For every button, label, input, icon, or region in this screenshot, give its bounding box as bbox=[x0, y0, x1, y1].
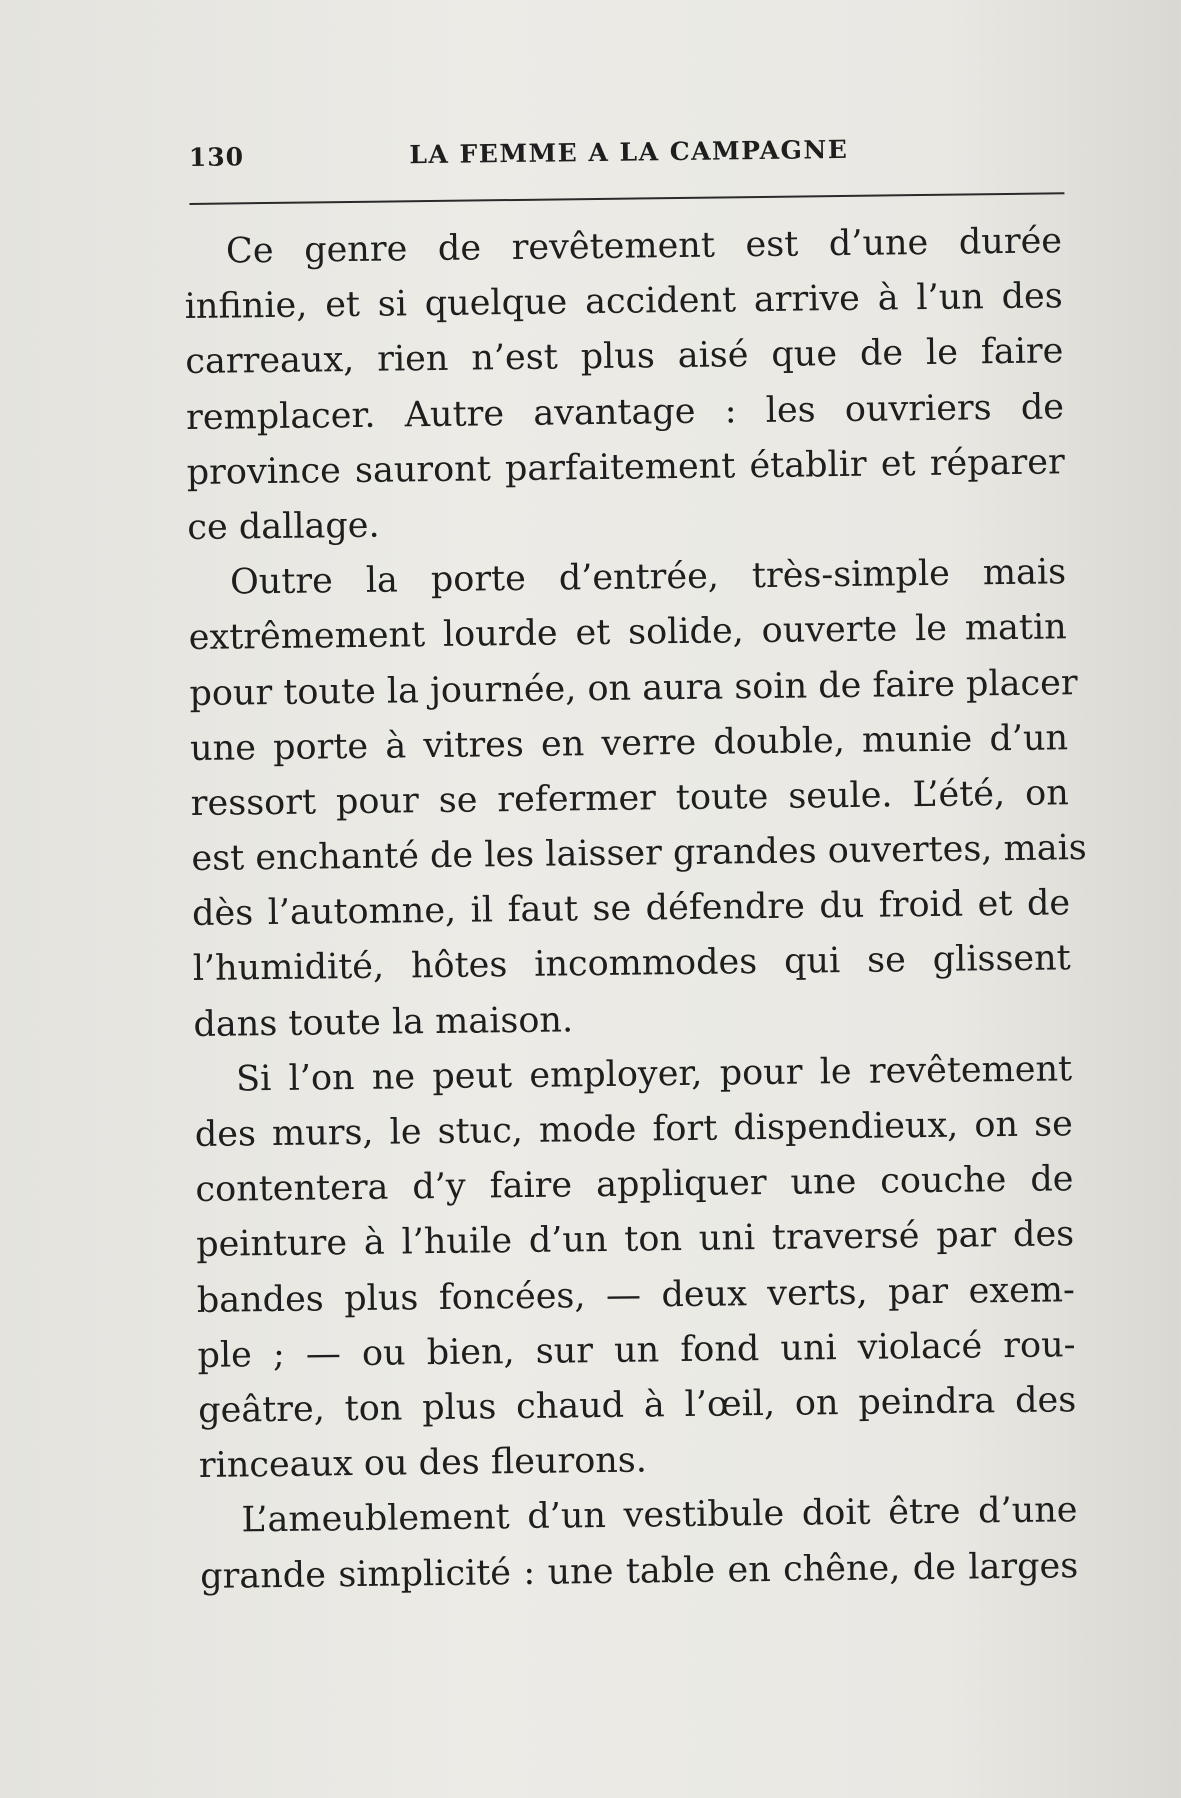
text-line: Outre la porte d’entrée, très-simple mais bbox=[229, 552, 1067, 603]
text-line: grande simplicité : une table en chêne, de larges bbox=[199, 1545, 1079, 1597]
text-line: une porte à vitres en verre double, munie d’un bbox=[189, 717, 1069, 769]
text-line: est enchanté de les laisser grandes ouvertes, mais bbox=[191, 828, 1087, 880]
running-title: LA FEMME A LA CAMPAGNE bbox=[409, 134, 849, 170]
text-line: ple ; — ou bien, sur un fond uni violacé rou- bbox=[197, 1324, 1076, 1376]
text-line: bandes plus foncées, — deux verts, par exem- bbox=[196, 1269, 1076, 1321]
text-line: carreaux, rien n’est plus aisé que de le faire bbox=[185, 331, 1064, 383]
text-line: peinture à l’huile d’un ton uni traversé par des bbox=[195, 1214, 1075, 1266]
text-line: dès l’automne, il faut se défendre du froid et de bbox=[191, 883, 1071, 935]
text-line: Ce genre de revêtement est d’une durée bbox=[225, 221, 1063, 272]
text-line: dans toute la maison. bbox=[193, 999, 574, 1045]
header-rule bbox=[189, 192, 1064, 205]
body-text bbox=[184, 214, 1087, 1604]
page-number: 130 bbox=[188, 142, 245, 172]
text-line: contentera d’y faire appliquer une couche de bbox=[195, 1159, 1074, 1211]
page-header bbox=[189, 132, 1064, 183]
text-line: extrêmement lourde et solide, ouverte le matin bbox=[188, 607, 1067, 659]
text-line: province sauront parfaitement établir et réparer bbox=[186, 442, 1065, 493]
text-line: L’ameublement d’un vestibule doit être d’une bbox=[241, 1490, 1078, 1541]
text-line: pour toute la journée, on aura soin de faire placer bbox=[189, 662, 1078, 714]
text-line: ressort pour se refermer toute seule. L’été, on bbox=[190, 773, 1069, 824]
text-line: rinceaux ou des fleurons. bbox=[198, 1440, 648, 1487]
text-line: remplacer. Autre avantage : les ouvriers de bbox=[185, 386, 1065, 438]
text-line: Si l’on ne peut employer, pour le revêtement bbox=[235, 1049, 1073, 1100]
text-line: des murs, le stuc, mode fort dispendieux, on se bbox=[194, 1104, 1074, 1155]
text-line: infinie, et si quelque accident arrive à l’un des bbox=[184, 276, 1063, 328]
text-line: ce dallage. bbox=[187, 505, 380, 548]
text-line: geâtre, ton plus chaud à l’œil, on peindra des bbox=[197, 1380, 1077, 1431]
text-line: l’humidité, hôtes incommodes qui se glissent bbox=[192, 938, 1071, 990]
